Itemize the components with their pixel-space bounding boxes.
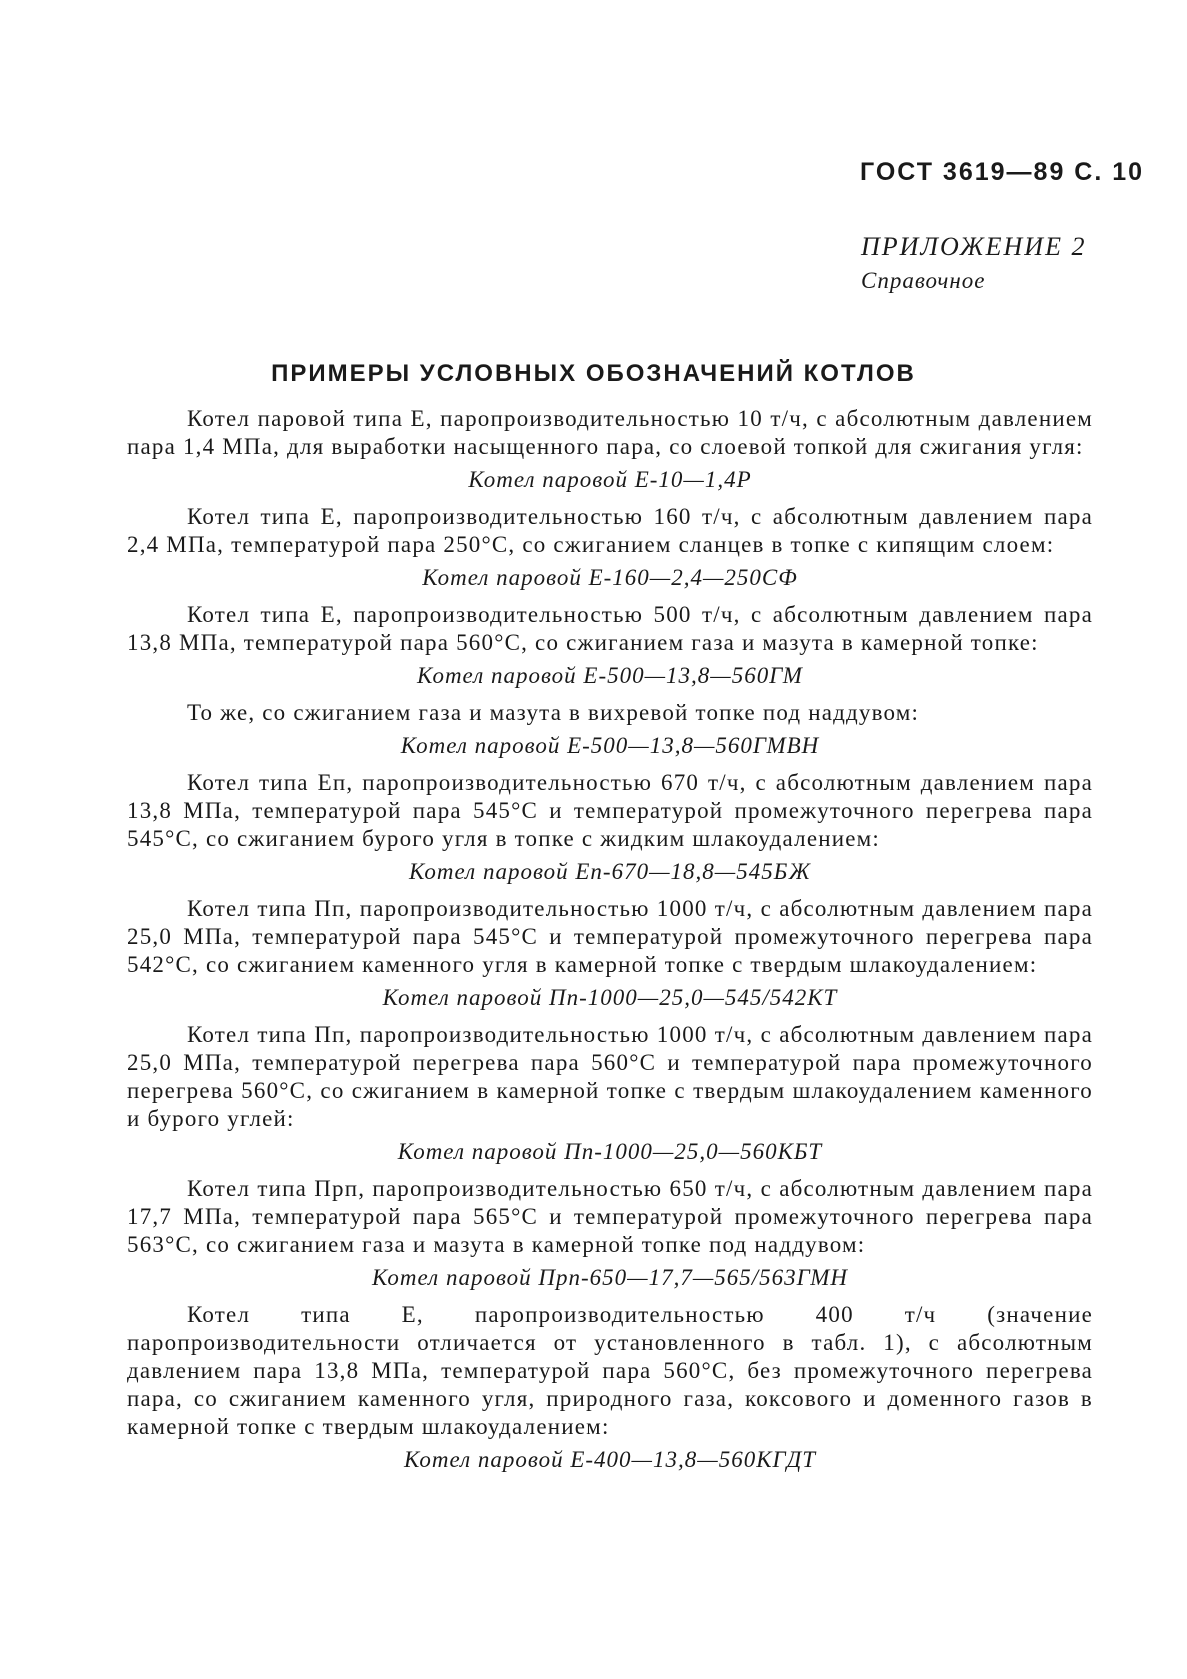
example-text-2: Котел типа Е, паропроизводительностью 160 т/ч, с абсолютным давлением пара 2,4 МПа, температурой пара 250°С, со сжиганием сланцев в топке с кипящим слоем: bbox=[127, 504, 1093, 557]
example-designation-3: Котел паровой Е-500—13,8—560ГМ bbox=[417, 663, 803, 688]
example-designation-6: Котел паровой Пп-1000—25,0—545/542КТ bbox=[382, 985, 838, 1010]
example-designation-4: Котел паровой Е-500—13,8—560ГМВН bbox=[400, 733, 820, 758]
page-title: ПРИМЕРЫ УСЛОВНЫХ ОБОЗНАЧЕНИЙ КОТЛОВ bbox=[271, 360, 916, 387]
example-designation-7: Котел паровой Пп-1000—25,0—560КБТ bbox=[397, 1139, 823, 1164]
appendix-label: ПРИЛОЖЕНИЕ 2 bbox=[861, 232, 1087, 261]
example-text-9: Котел типа Е, паропроизводительностью 400 т/ч (значение паропроизводительности отличается от установленного в табл. 1), с абсолютным давлением пара 13,8 МПа, температурой пара 560°С, без промежуточного перегрева пара, со сжиганием каменного угля, природного газа, коксового и доменного газов в камерной топке с твердым шлакоудалением: bbox=[127, 1302, 1093, 1439]
example-designation-5: Котел паровой Еп-670—18,8—545БЖ bbox=[409, 859, 811, 884]
example-text-1: Котел паровой типа Е, паропроизводительностью 10 т/ч, с абсолютным давлением пара 1,4 МПа, для выработки насыщенного пара, со слоевой топкой для сжигания угля: bbox=[127, 406, 1093, 459]
example-text-3: Котел типа Е, паропроизводительностью 500 т/ч, с абсолютным давлением пара 13,8 МПа, температурой пара 560°С, со сжиганием газа и мазута в камерной топке: bbox=[127, 602, 1093, 655]
example-designation-8: Котел паровой Прп-650—17,7—565/563ГМН bbox=[372, 1265, 848, 1290]
example-text-5: Котел типа Еп, паропроизводительностью 670 т/ч, с абсолютным давлением пара 13,8 МПа, температурой пара 545°С и температурой промежуточного перегрева пара 545°С, со сжиганием бурого угля в топке с жидким шлакоудалением: bbox=[127, 770, 1093, 851]
example-designation-1: Котел паровой Е-10—1,4Р bbox=[468, 467, 752, 492]
example-designation-9: Котел паровой Е-400—13,8—560КГДТ bbox=[404, 1447, 816, 1472]
appendix-block bbox=[861, 230, 1086, 298]
appendix-type: Справочное bbox=[861, 268, 986, 293]
example-text-6: Котел типа Пп, паропроизводительностью 1000 т/ч, с абсолютным давлением пара 25,0 МПа, температурой пара 545°С и температурой промежуточного перегрева пара 542°С, со сжиганием каменного угля в камерной топке с твердым шлакоудалением: bbox=[127, 896, 1093, 977]
example-designation-2: Котел паровой Е-160—2,4—250СФ bbox=[422, 565, 798, 590]
example-text-7: Котел типа Пп, паропроизводительностью 1000 т/ч, с абсолютным давлением пара 25,0 МПа, температурой перегрева пара 560°С и температурой пара промежуточного перегрева 560°С, со сжиганием в камерной топке с твердым шлакоудалением каменного и бурого углей: bbox=[127, 1022, 1093, 1131]
example-text-8: Котел типа Прп, паропроизводительностью 650 т/ч, с абсолютным давлением пара 17,7 МПа, температурой пара 565°С и температурой промежуточного перегрева пара 563°С, со сжиганием газа и мазута в камерной топке под наддувом: bbox=[127, 1176, 1093, 1257]
example-text-4: То же, со сжиганием газа и мазута в вихревой топке под наддувом: bbox=[187, 700, 920, 725]
document-header: ГОСТ 3619—89 С. 10 bbox=[860, 158, 1145, 186]
examples-list bbox=[127, 405, 1093, 1483]
